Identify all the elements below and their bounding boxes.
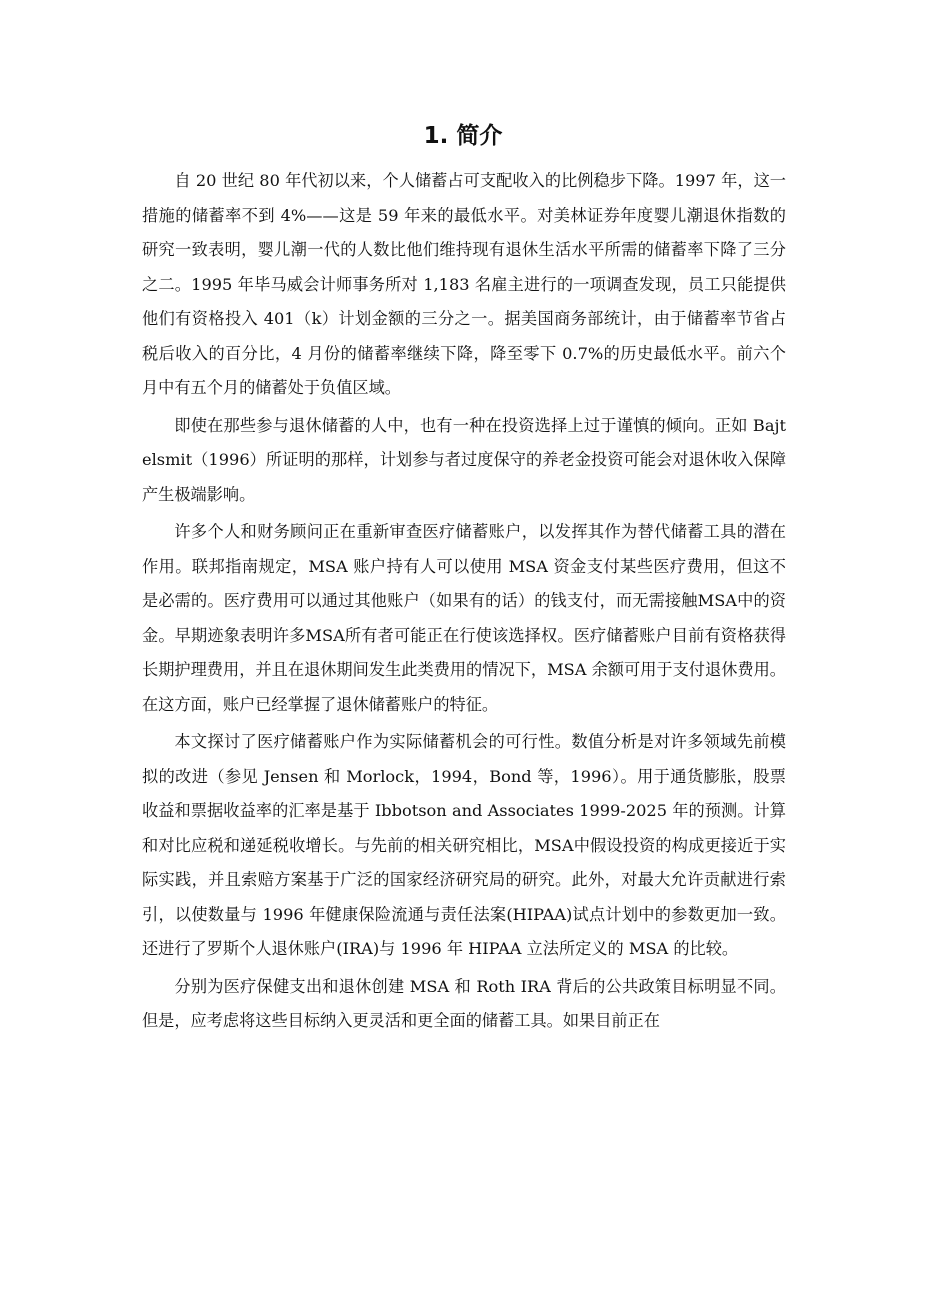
- paragraph-5: 分别为医疗保健支出和退休创建 MSA 和 Roth IRA 背后的公共政策目标明显不同。但是，应考虑将这些目标纳入更灵活和更全面的储蓄工具。如果目前正在: [142, 976, 786, 1030]
- paragraph-4: 本文探讨了医疗储蓄账户作为实际储蓄机会的可行性。数值分析是对许多领域先前模拟的改进（参见 Jensen 和 Morlock，1994，Bond 等，1996）。用于通货膨胀，股票收益和票据收益率的汇率是基于 Ibbotson and Associates 1999-2025 年的预测。计算和对比应税和递延税收增长。与先前的相关研究相比，MSA中假设投资的构成更接近于实际实践，并且索赔方案基于广泛的国家经济研究局的研究。此外，对最大允许贡献进行索引，以使数量与 1996 年健康保险流通与责任法案(HIPAA)试点计划中的参数更加一致。还进行了罗斯个人退休账户(IRA)与 1996 年 HIPAA 立法所定义的 MSA 的比较。: [142, 732, 786, 958]
- paragraph-3: 许多个人和财务顾问正在重新审查医疗储蓄账户，以发挥其作为替代储蓄工具的潜在作用。联邦指南规定，MSA 账户持有人可以使用 MSA 资金支付某些医疗费用，但这不是必需的。医疗费用可以通过其他账户（如果有的话）的钱支付，而无需接触MSA中的资金。早期迹象表明许多MSA所有者可能正在行使该选择权。医疗储蓄账户目前有资格获得长期护理费用，并且在退休期间发生此类费用的情况下，MSA 余额可用于支付退休费用。在这方面，账户已经掌握了退休储蓄账户的特征。: [142, 522, 786, 714]
- paragraph-2: 即使在那些参与退休储蓄的人中，也有一种在投资选择上过于谨慎的倾向。正如 Bajtelsmit（1996）所证明的那样，计划参与者过度保守的养老金投资可能会对退休收入保障产生极端影响。: [142, 415, 786, 504]
- paragraph-1: 自 20 世纪 80 年代初以来，个人储蓄占可支配收入的比例稳步下降。1997 年，这一措施的储蓄率不到 4%——这是 59 年来的最低水平。对美林证券年度婴儿潮退休指数的研究一致表明，婴儿潮一代的人数比他们维持现有退休生活水平所需的储蓄率下降了三分之二。1995 年毕马威会计师事务所对 1,183 名雇主进行的一项调查发现，员工只能提供他们有资格投入 401（k）计划金额的三分之一。据美国商务部统计，由于储蓄率节省占税后收入的百分比，4 月份的储蓄率继续下降，降至零下 0.7%的历史最低水平。前六个月中有五个月的储蓄处于负值区域。: [142, 171, 786, 397]
- section-title: 1. 简介: [423, 123, 503, 149]
- body-text: [142, 164, 786, 1042]
